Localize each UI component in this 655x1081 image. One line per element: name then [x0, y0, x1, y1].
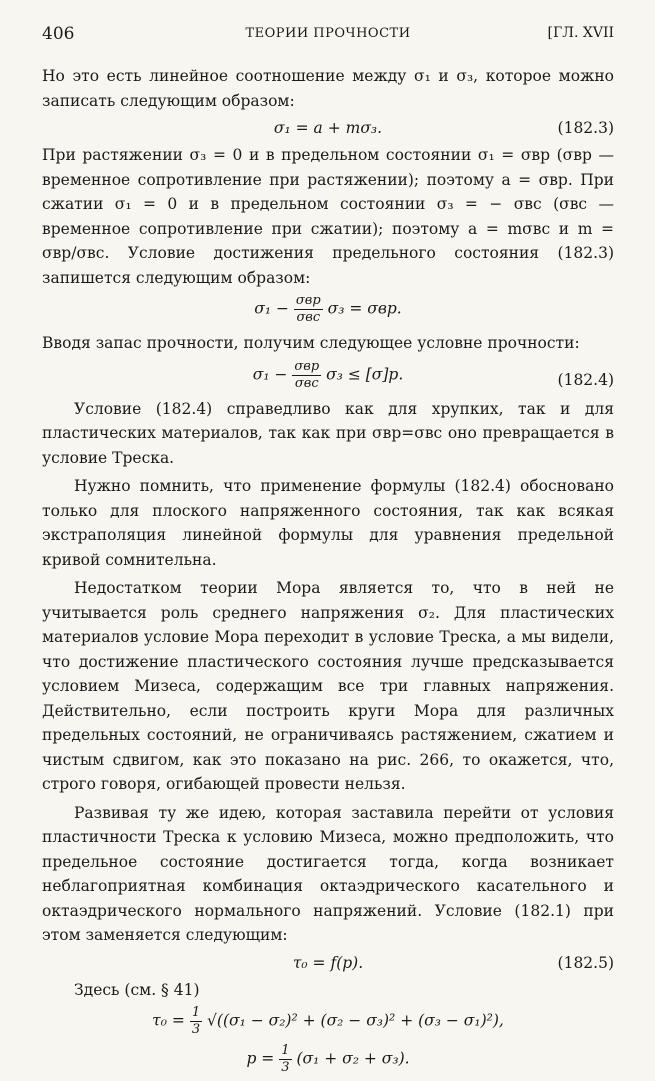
equation-mean-stress-right: (σ₁ + σ₂ + σ₃). [296, 1049, 410, 1068]
equation-182-4-right: σ₃ ≤ [σ]р. [326, 365, 404, 383]
equation-182-5-number: (182.5) [557, 953, 614, 972]
paragraph-8: Здесь (см. § 41) [74, 980, 200, 999]
fraction-numerator: σвр [295, 293, 321, 308]
equation-mean-stress-fraction [279, 1043, 291, 1076]
paragraph-4: Условие (182.4) справедливо как для хрупких, так и для пластических материалов, так как при σвр=σвс оно превращается в условие Треска. [42, 399, 614, 467]
paragraph-6: Недостатком теории Мора является то, что в ней не учитывается роль среднего напряжения σ₂. Для пластических материалов условие Мора переходит в условие Треска, а мы видели, что достижение пластического состояния лучше предсказывается условием Мизеса, содержащим все три главных напряжения. Действительно, если построить круги Мора для различных предельных состояний, не ограничиваясь растяжением, сжатием и чистым сдвигом, как это показано на рис. 266, то окажется, что, строго говоря, огибающей провести нельзя. [42, 579, 614, 793]
equation-octahedral-shear [42, 1005, 614, 1038]
equation-mean-stress [42, 1043, 614, 1076]
paragraph-3: Вводя запас прочности, получим следующее условне прочности: [42, 334, 580, 352]
fraction-denominator: σвс [294, 375, 319, 391]
equation-182-3-body: σ₁ = a + mσ₃. [273, 119, 383, 137]
fraction-numerator: σвр [294, 358, 320, 374]
fraction-denominator: 3 [191, 1022, 201, 1037]
equation-octahedral-shear-left: τ₀ = [152, 1011, 185, 1030]
fraction-denominator: 3 [281, 1060, 290, 1075]
equation-182-5-body: τ₀ = f(p). [292, 953, 364, 972]
book-page [42, 24, 614, 1081]
equation-182-4-number: (182.4) [557, 370, 614, 389]
paragraph-2: При растяжении σ₃ = 0 и в предельном состоянии σ₁ = σвр (σвр — временное сопротивление при растяжении); поэтому a = σвр. При сжатии σ₁ = 0 и в предельном состоянии σ₃ = − σвс (σвс — временное сопротивление при сжатии); поэтому a = mσвс и m = σвр/σвс. Условие достижения предельного состояния (182.3) запишется следующим образом: [42, 146, 614, 287]
fraction-numerator: 1 [281, 1043, 290, 1058]
equation-182-3 [42, 115, 614, 141]
equation-182-4 [42, 359, 614, 392]
page-number: 406 [42, 24, 75, 44]
paragraph-7: Развивая ту же идею, которая заставила перейти от условия пластичности Треска к условию Мизеса, можно предположить, что предельное состояние достигается тогда, когда возникает неблагоприятная комбинация октаэдрического касательного и октаэдрического нормального напряжений. Условие (182.1) при этом заменяется следующим: [42, 803, 614, 944]
equation-limit-state [42, 293, 614, 326]
equation-limit-state-left: σ₁ − [254, 299, 289, 318]
equation-octahedral-shear-fraction [190, 1005, 202, 1038]
fraction-denominator: σвс [296, 310, 321, 325]
equation-limit-state-fraction [294, 293, 323, 326]
chapter-marker: [ГЛ. XVII [547, 25, 614, 41]
equation-limit-state-right: σ₃ = σвр. [327, 299, 402, 318]
paragraph-5: Нужно помнить, что применение формулы (182.4) обосновано только для плоского напряженного состояния, так как всякая экстраполяция линейной формулы для уравнения предельной кривой сомнительна. [42, 477, 614, 569]
page-header [42, 24, 614, 52]
fraction-numerator: 1 [191, 1005, 201, 1020]
equation-mean-stress-left: p = [246, 1049, 275, 1068]
equation-182-4-fraction [292, 359, 321, 392]
equation-182-4-left: σ₁ − [252, 365, 288, 383]
running-title: ТЕОРИИ ПРОЧНОСТИ [245, 26, 411, 41]
paragraph-1: Но это есть линейное соотношение между σ₁ и σ₃, которое можно записать следующим образом: [42, 67, 614, 110]
equation-182-5 [42, 950, 614, 976]
equation-octahedral-shear-right: √((σ₁ − σ₂)² + (σ₂ − σ₃)² + (σ₃ − σ₁)²), [207, 1011, 504, 1030]
equation-182-3-number: (182.3) [557, 119, 614, 137]
